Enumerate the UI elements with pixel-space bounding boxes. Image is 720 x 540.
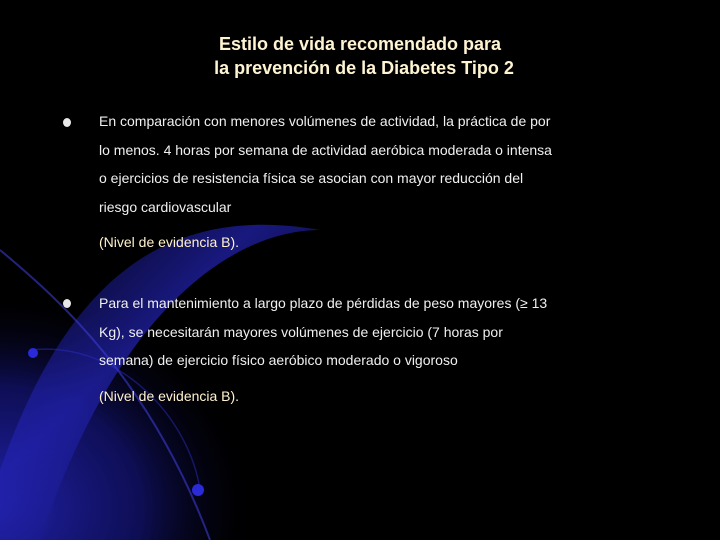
round-bullet-icon (63, 299, 71, 308)
orbit-dot (28, 348, 38, 358)
paragraph-line: lo menos. 4 horas por semana de actividad aeróbica moderada o intensa (99, 141, 552, 158)
round-bullet-icon (63, 118, 71, 127)
paragraph-line: semana) de ejercicio físico aeróbico moderado o vigoroso (99, 352, 458, 368)
slide-title (0, 32, 720, 80)
title-line-2: la prevención de la Diabetes Tipo 2 (214, 58, 514, 78)
paragraph-line: Para el mantenimiento a largo plazo de pérdidas de peso mayores (≥ 13 (99, 295, 548, 311)
evidence-level-2: (Nivel de evidencia B). (99, 388, 240, 404)
bullet-paragraph-1 (99, 107, 659, 221)
paragraph-line: o ejercicios de resistencia física se asocian con mayor reducción del (99, 170, 524, 186)
orbit-dot (192, 484, 204, 496)
evidence-level-1: (Nivel de evidencia B). (99, 234, 240, 250)
paragraph-line: En comparación con menores volúmenes de actividad, la práctica de por (99, 113, 551, 129)
bullet-paragraph-2 (99, 289, 659, 375)
paragraph-line: Kg), se necesitarán mayores volúmenes de ejercicio (7 horas por (99, 323, 503, 340)
title-line-1: Estilo de vida recomendado para (218, 34, 502, 54)
paragraph-line: riesgo cardiovascular (99, 198, 232, 215)
